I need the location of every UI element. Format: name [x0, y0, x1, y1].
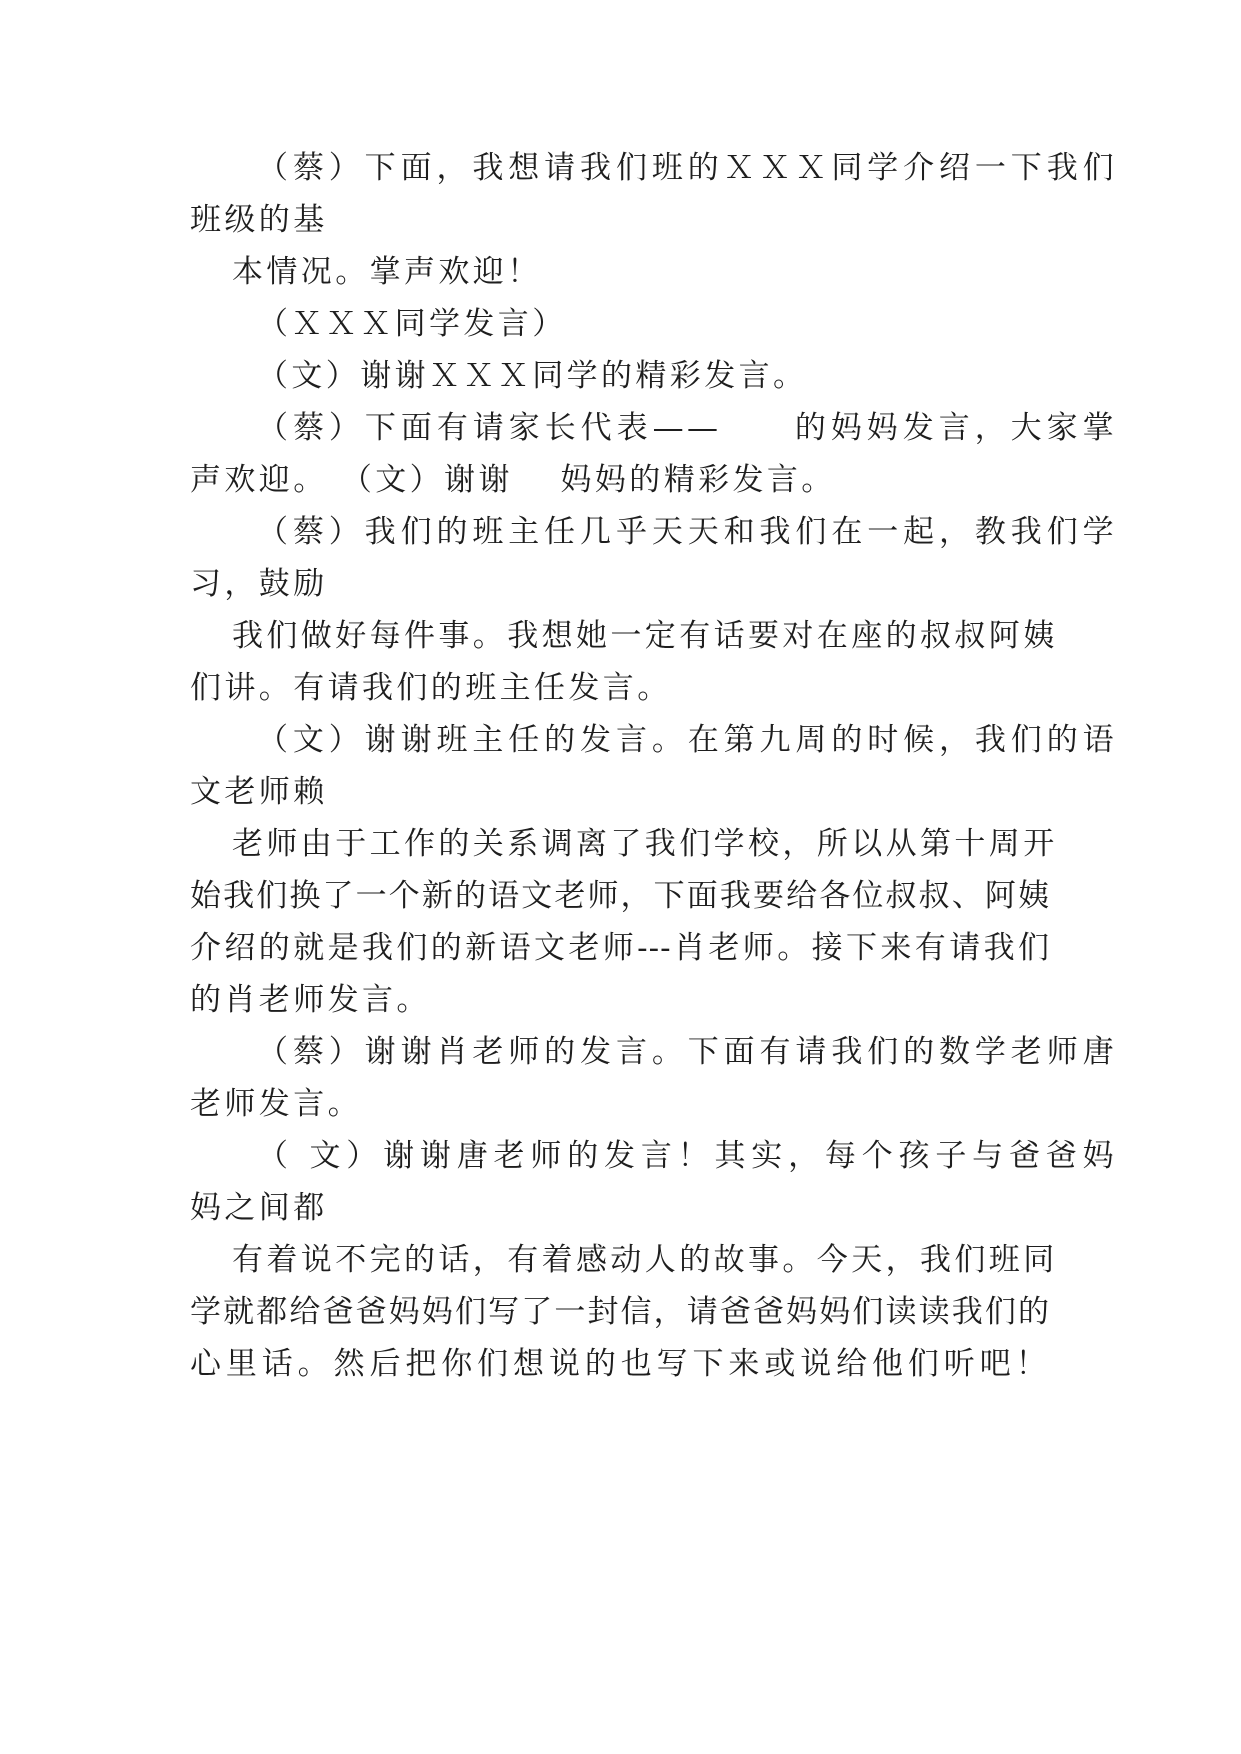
text-line: 习，鼓励	[190, 566, 328, 602]
text-line: 心里话。然后把你们想说的也写下来或说给他们听吧！	[190, 1346, 1050, 1382]
text-line: 有着说不完的话，有着感动人的故事。今天，我们班同	[232, 1242, 1058, 1278]
text-line: 介绍的就是我们的新语文老师---肖老师。接下来有请我们	[190, 930, 1050, 966]
text-line: （ＸＸＸ同学发言）	[257, 306, 567, 342]
text-line: 声欢迎。 （文）谢谢 妈妈的精彩发言。	[190, 462, 836, 498]
text-line: （蔡）下面，我想请我们班的ＸＸＸ同学介绍一下我们	[257, 150, 1117, 186]
text-line: （文）谢谢班主任的发言。在第九周的时候，我们的语	[257, 722, 1117, 758]
text-line: 们讲。有请我们的班主任发言。	[190, 670, 672, 706]
text-line: （ 文）谢谢唐老师的发言！其实，每个孩子与爸爸妈	[257, 1138, 1117, 1174]
text-line: 老师由于工作的关系调离了我们学校，所以从第十周开	[232, 826, 1058, 862]
text-line: 老师发言。	[190, 1086, 362, 1122]
text-line: 我们做好每件事。我想她一定有话要对在座的叔叔阿姨	[232, 618, 1058, 654]
text-line: （蔡）下面有请家长代表—— 的妈妈发言，大家掌	[257, 410, 1117, 446]
text-line: 始我们换了一个新的语文老师，下面我要给各位叔叔、阿姨	[190, 878, 1050, 914]
text-line: （蔡）我们的班主任几乎天天和我们在一起，教我们学	[257, 514, 1117, 550]
text-line: 本情况。掌声欢迎！	[232, 254, 542, 290]
text-line: （文）谢谢ＸＸＸ同学的精彩发言。	[257, 358, 808, 394]
text-line: 学就都给爸爸妈妈们写了一封信，请爸爸妈妈们读读我们的	[190, 1294, 1050, 1330]
text-line: 妈之间都	[190, 1190, 328, 1226]
text-line: 文老师赖	[190, 774, 328, 810]
text-line: 的肖老师发言。	[190, 982, 431, 1018]
text-line: （蔡）谢谢肖老师的发言。下面有请我们的数学老师唐	[257, 1034, 1117, 1070]
text-line: 班级的基	[190, 202, 328, 238]
